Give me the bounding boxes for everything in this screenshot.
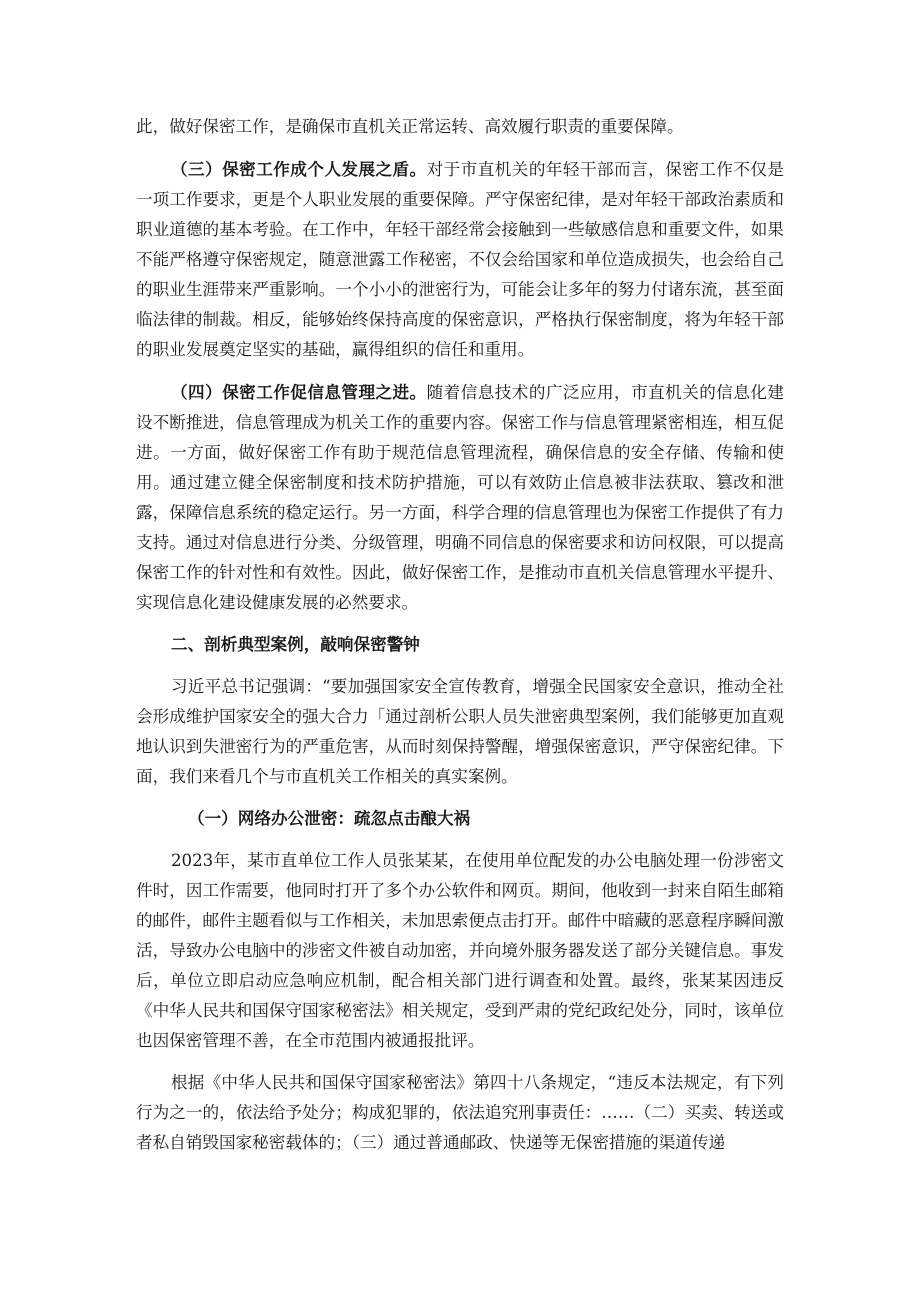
document-body [136, 112, 784, 1170]
section-3-lead: （三）保密工作成个人发展之盾。 [171, 159, 427, 179]
paragraph-case-1 [136, 846, 784, 1056]
paragraph-text: 习近平总书记强调：“要加强国家安全宣传教育，增强全民国家安全意识，推动全社会形成维护国家安全的强大合力「通过剖析公职人员失泄密典型案例，我们能够更加直观地认识到失泄密行为的严重危害，从而时刻保持警醒，增强保密意识，严守保密纪律。下面，我们来看几个与市直机关工作相关的真实案例。 [136, 677, 784, 786]
section-4-body: 随着信息技术的广泛应用，市直机关的信息化建设不断推进，信息管理成为机关工作的重要内容。保密工作与信息管理紧密相连，相互促进。一方面，做好保密工作有助于规范信息管理流程，确保信息的安全存储、传输和使用。通过建立健全保密制度和技术防护措施，可以有效防止信息被非法获取、篡改和泄露，保障信息系统的稳定运行。另一方面，科学合理的信息管理也为保密工作提供了有力支持。通过对信息进行分类、分级管理，明确不同信息的保密要求和访问权限，可以提高保密工作的针对性和有效性。因此，做好保密工作，是推动市直机关信息管理水平提升、实现信息化建设健康发展的必然要求。 [136, 383, 785, 612]
paragraph-section-4 [136, 377, 784, 618]
paragraph-text: 根据《中华人民共和国保守国家秘密法》第四十八条规定，“违反本法规定，有下列行为之一的，依法给予处分；构成犯罪的，依法追究刑事责任：……（二）买卖、转送或者私自销毁国家秘密载体的；（三）通过普通邮政、快递等无保密措施的渠道传递 [136, 1073, 784, 1152]
paragraph-text: 此，做好保密工作，是确保市直机关正常运转、高效履行职责的重要保障。 [136, 117, 684, 136]
paragraph-quote-intro [136, 672, 784, 792]
paragraph-section-3 [136, 154, 784, 365]
paragraph-text: 2023年，某市直单位工作人员张某某，在使用单位配发的办公电脑处理一份涉密文件时，因工作需要，他同时打开了多个办公软件和网页。期间，他收到一封来自陌生邮箱的邮件，邮件主题看似与工作相关，未加思索便点击打开。邮件中暗藏的恶意程序瞬间激活，导致办公电脑中的涉密文件被自动加密，并向境外服务器发送了部分关键信息。事发后，单位立即启动应急响应机制，配合相关部门进行调查和处置。最终，张某某因违反《中华人民共和国保守国家秘密法》相关规定，受到严肃的党纪政纪处分，同时，该单位也因保密管理不善，在全市范围内被通报批评。 [136, 851, 784, 1050]
heading-part-2: 二、剖析典型案例，敲响保密警钟 [171, 635, 420, 654]
heading-case-1: （一）网络办公泄密：疏忽点击酿大祸 [188, 809, 471, 828]
section-3-body: 对于市直机关的年轻干部而言，保密工作不仅是一项工作要求，更是个人职业发展的重要保障。严守保密纪律，是对年轻干部政治素质和职业道德的基本考验。在工作中，年轻干部经常会接触到一些敏感信息和重要文件，如果不能严格遵守保密规定，随意泄露工作秘密，不仅会给国家和单位造成损失，也会给自己的职业生涯带来严重影响。一个小小的泄密行为，可能会让多年的努力付诸东流，甚至面临法律的制裁。相反，能够始终保持高度的保密意识，严格执行保密制度，将为年轻干部的职业发展奠定坚实的基础，赢得组织的信任和重用。 [136, 160, 785, 359]
section-4-lead: （四）保密工作促信息管理之进。 [171, 382, 427, 402]
paragraph-continuation [136, 112, 784, 142]
paragraph-law-citation [136, 1068, 784, 1158]
